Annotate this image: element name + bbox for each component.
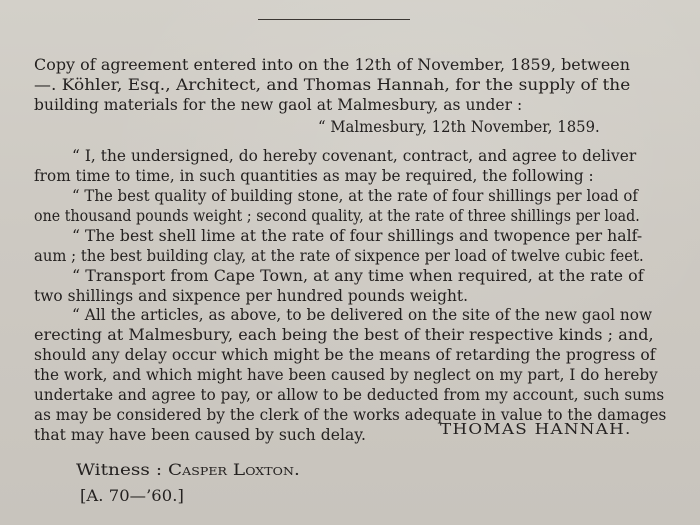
body-line-12: the work, and which might have been caused by neglect on my part, I do hereby [34, 365, 658, 384]
body-line-14: as may be considered by the clerk of the works adequate in value to the damages [34, 405, 667, 424]
header-rule [258, 19, 410, 20]
body-line-13: undertake and agree to pay, or allow to be deducted from my account, such sums [34, 385, 665, 404]
body-line-5: “ The best shell lime at the rate of four shillings and twopence per half- [72, 226, 643, 245]
witness-name: Casper Loxton. [168, 460, 300, 479]
body-line-7: “ Transport from Cape Town, at any time when required, at the rate of [72, 266, 644, 285]
body-line-1: “ I, the undersigned, do hereby covenant, contract, and agree to deliver [72, 146, 637, 165]
body-line-11: should any delay occur which might be the means of retarding the progress of [34, 345, 656, 364]
body-line-6: aum ; the best building clay, at the rate of sixpence per load of twelve cubic feet. [34, 246, 644, 265]
witness-line [76, 460, 300, 480]
body-line-8: two shillings and sixpence per hundred pounds weight. [34, 286, 469, 305]
preamble-line-1: Copy of agreement entered into on the 12th of November, 1859, between [34, 55, 631, 74]
signature: THOMAS HANNAH. [440, 422, 632, 438]
body-line-3: “ The best quality of building stone, at the rate of four shillings per load of [72, 186, 638, 205]
reference-code: [A. 70—’60.] [80, 486, 184, 505]
body-line-4: one thousand pounds weight ; second quality, at the rate of three shillings per load. [34, 206, 640, 225]
body-line-9: “ All the articles, as above, to be delivered on the site of the new gaol now [72, 305, 653, 324]
body-line-2: from time to time, in such quantities as may be required, the following : [34, 166, 594, 185]
body-line-10: erecting at Malmesbury, each being the best of their respective kinds ; and, [34, 325, 654, 344]
preamble-line-2: —. Köhler, Esq., Architect, and Thomas Hannah, for the supply of the [34, 75, 631, 94]
witness-label: Witness : [76, 460, 163, 479]
preamble-line-3: building materials for the new gaol at Malmesbury, as under : [34, 95, 523, 114]
dateline: “ Malmesbury, 12th November, 1859. [318, 117, 600, 136]
body-line-15: that may have been caused by such delay. [34, 425, 367, 444]
